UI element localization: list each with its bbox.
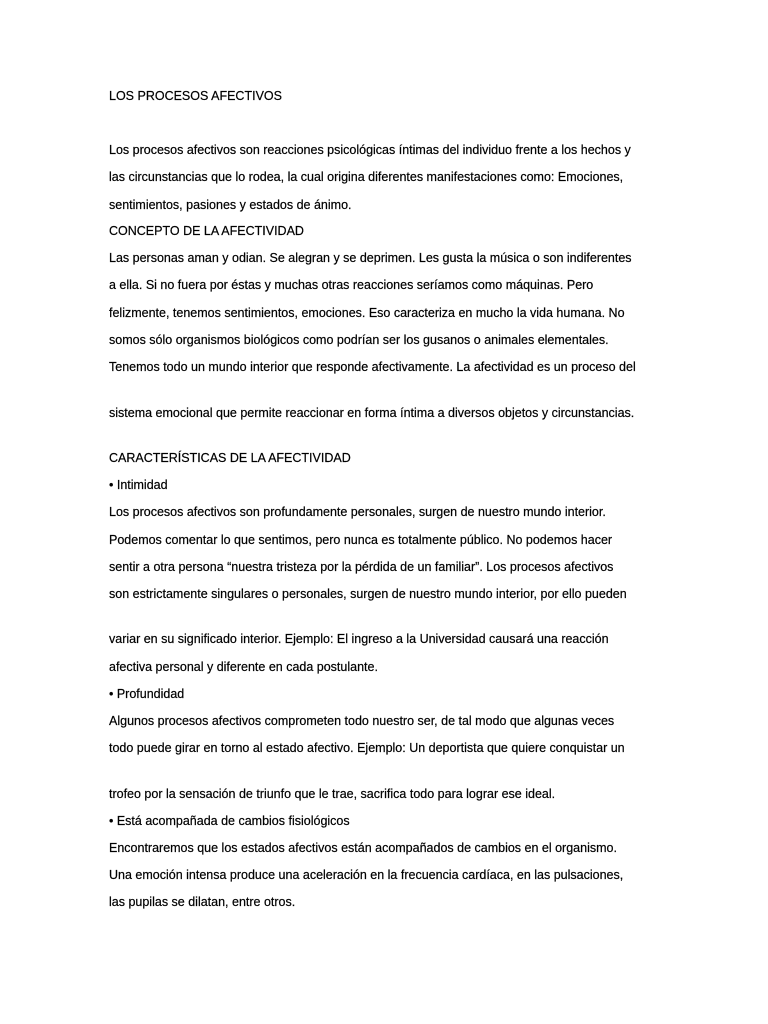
paragraph-line: somos sólo organismos biológicos como podrían ser los gusanos o animales elementales. (109, 333, 609, 347)
paragraph-line: sentimientos, pasiones y estados de ánimo. (109, 198, 352, 212)
paragraph-line: Los procesos afectivos son reacciones psicológicas íntimas del individuo frente a los hechos y (109, 143, 631, 157)
paragraph-line: trofeo por la sensación de triunfo que le trae, sacrifica todo para lograr ese ideal. (109, 787, 556, 801)
paragraph-line: variar en su significado interior. Ejemplo: El ingreso a la Universidad causará una reacción (109, 632, 609, 646)
paragraph-line: Las personas aman y odian. Se alegran y se deprimen. Les gusta la música o son indiferentes (109, 251, 632, 265)
bullet-heading: • Intimidad (109, 478, 168, 492)
paragraph-line: Los procesos afectivos son profundamente personales, surgen de nuestro mundo interior. (109, 505, 606, 519)
paragraph-line: Algunos procesos afectivos comprometen todo nuestro ser, de tal modo que algunas veces (109, 714, 615, 728)
paragraph-line: las pupilas se dilatan, entre otros. (109, 895, 296, 909)
paragraph-line: sentir a otra persona “nuestra tristeza por la pérdida de un familiar”. Los procesos afectivos (109, 560, 614, 574)
paragraph-line: afectiva personal y diferente en cada postulante. (109, 660, 378, 674)
section-heading: CARACTERÍSTICAS DE LA AFECTIVIDAD (109, 451, 351, 465)
paragraph-line: Tenemos todo un mundo interior que responde afectivamente. La afectividad es un proceso del (109, 360, 636, 374)
paragraph-line: Podemos comentar lo que sentimos, pero nunca es totalmente público. No podemos hacer (109, 533, 613, 547)
paragraph-line: Encontraremos que los estados afectivos están acompañados de cambios en el organismo. (109, 841, 617, 855)
paragraph-line: sistema emocional que permite reaccionar en forma íntima a diversos objetos y circunstancias. (109, 406, 635, 420)
paragraph-line: a ella. Si no fuera por éstas y muchas otras reacciones seríamos como máquinas. Pero (109, 278, 594, 292)
paragraph-line: felizmente, tenemos sentimientos, emociones. Eso caracteriza en mucho la vida humana. No (109, 306, 625, 320)
bullet-heading: • Está acompañada de cambios fisiológicos (109, 814, 350, 828)
paragraph-line: todo puede girar en torno al estado afectivo. Ejemplo: Un deportista que quiere conquistar un (109, 741, 625, 755)
bullet-heading: • Profundidad (109, 687, 185, 701)
paragraph-line: Una emoción intensa produce una aceleración en la frecuencia cardíaca, en las pulsaciones, (109, 868, 624, 882)
section-heading: CONCEPTO DE LA AFECTIVIDAD (109, 224, 304, 238)
document-title: LOS PROCESOS AFECTIVOS (109, 89, 282, 103)
paragraph-line: las circunstancias que lo rodea, la cual origina diferentes manifestaciones como: Emociones, (109, 170, 624, 184)
paragraph-line: son estrictamente singulares o personales, surgen de nuestro mundo interior, por ello pueden (109, 587, 627, 601)
